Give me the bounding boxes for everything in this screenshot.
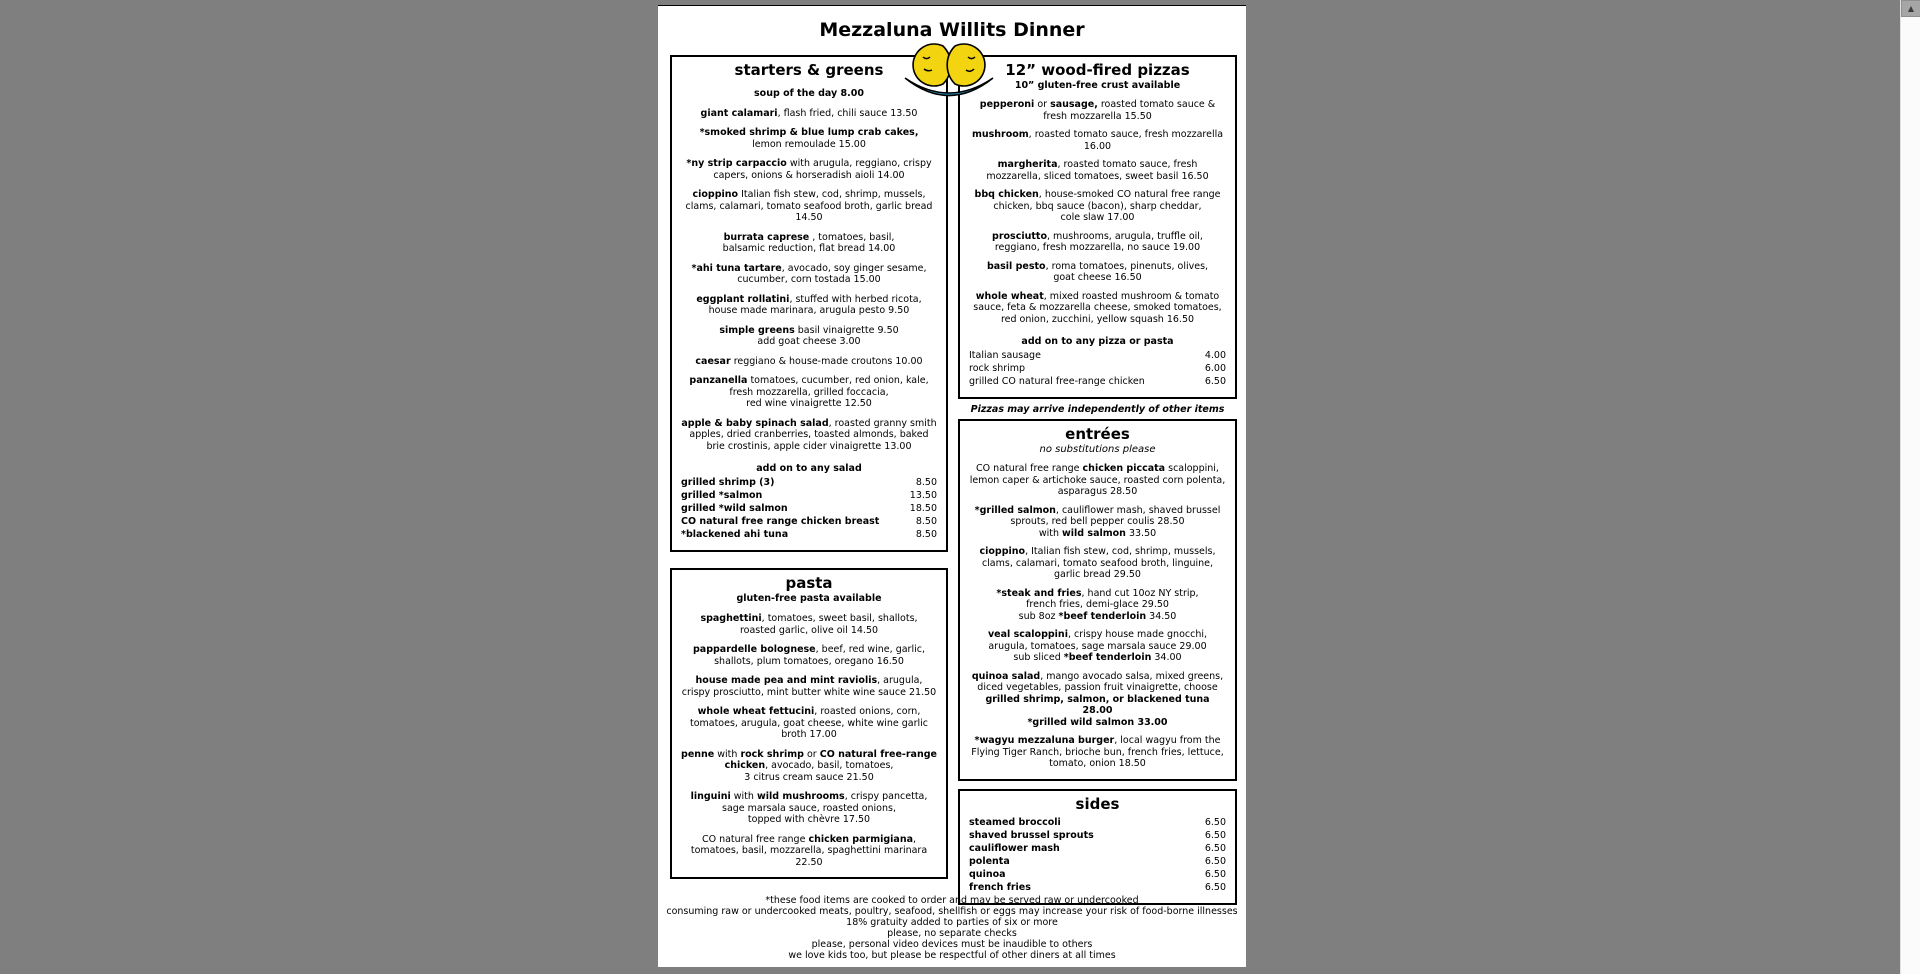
footer-line: we love kids too, but please be respectful of other diners at all times xyxy=(788,950,1116,961)
price-row: *blackened ahi tuna 8.50 xyxy=(681,529,937,540)
mezzaluna-logo-icon xyxy=(896,41,1002,107)
price-row: polenta 6.50 xyxy=(969,855,1226,867)
footer-line: consuming raw or undercooked meats, poultry, seafood, shellfish or eggs may increase your risk of food-borne illnesses xyxy=(666,906,1238,917)
entrees-title: entrées xyxy=(1065,425,1130,443)
scrollbar[interactable] xyxy=(1900,0,1920,974)
menu-item: CO natural free range chicken parmigiana, tomatoes, basil, mozzarella, spaghettini marinara 22.50 xyxy=(690,833,928,868)
price-row: steamed broccoli 6.50 xyxy=(969,816,1226,828)
menu-item: veal scaloppini, crispy house made gnocchi, arugula, tomatoes, sage marsala sauce 29.00 sub sliced *beef tenderloin 34.00 xyxy=(987,629,1208,663)
price-row: CO natural free range chicken breast 8.50 xyxy=(681,516,937,527)
mezzaluna-moons-logo xyxy=(896,41,1002,107)
sides-title: sides xyxy=(1075,794,1120,813)
starters-section xyxy=(670,55,948,552)
menu-item: *steak and fries, hand cut 10oz NY strip, french fries, demi-glace 29.50 sub 8oz *beef tenderloin 34.50 xyxy=(996,587,1199,622)
footer-line: please, no separate checks xyxy=(887,928,1017,939)
starters-title: starters & greens xyxy=(734,61,884,79)
pasta-items xyxy=(681,613,937,868)
menu-item: spaghettini, tomatoes, sweet basil, shallots, roasted garlic, olive oil 14.50 xyxy=(700,613,918,636)
pizza-addon-rows xyxy=(969,349,1226,388)
menu-item: whole wheat, mixed roasted mushroom & tomato sauce, feta & mozzarella cheese, smoked tomatoes, red onion, zucchini, yellow squash 16.50 xyxy=(973,290,1222,325)
price-row: grilled CO natural free-range chicken 6.50 xyxy=(969,376,1226,387)
scroll-up-icon: ▲ xyxy=(1907,4,1915,13)
menu-item: *ahi tuna tartare, avocado, soy ginger sesame, cucumber, corn tostada 15.00 xyxy=(691,262,927,285)
menu-item: pappardelle bolognese, beef, red wine, garlic, shallots, plum tomatoes, oregano 16.50 xyxy=(693,644,925,667)
salad-addon-title: add on to any salad xyxy=(756,463,862,474)
sides-section xyxy=(958,789,1237,905)
menu-item: quinoa salad, mango avocado salsa, mixed greens, diced vegetables, passion fruit vinaigrette, choose grilled shrimp, salmon, or blackened tuna 28.00 *grilled wild salmon 33.00 xyxy=(971,670,1224,728)
scroll-up-button[interactable] xyxy=(1901,0,1920,17)
menu-item: soup of the day 8.00 xyxy=(754,88,864,99)
menu-item: cioppino, Italian fish stew, cod, shrimp, mussels, clams, calamari, tomato seafood broth, linguine, garlic bread 29.50 xyxy=(979,546,1216,580)
price-row: cauliflower mash 6.50 xyxy=(969,842,1226,854)
pizza-arrival-note: Pizzas may arrive independently of other items xyxy=(970,404,1225,415)
page-title: Mezzaluna Willits Dinner xyxy=(819,19,1085,41)
menu-item: giant calamari, flash fried, chili sauce 13.50 xyxy=(700,107,918,119)
menu-item: apple & baby spinach salad, roasted granny smith apples, dried cranberries, toasted almonds, baked brie crostinis, apple cider vinaigrette 13.00 xyxy=(681,417,937,452)
menu-item: caesar reggiano & house-made croutons 10.00 xyxy=(695,355,923,367)
price-row: Italian sausage 4.00 xyxy=(969,350,1226,361)
price-row: shaved brussel sprouts 6.50 xyxy=(969,829,1226,841)
menu-item: basil pesto, roma tomatoes, pinenuts, olives, goat cheese 16.50 xyxy=(986,260,1209,283)
menu-item: margherita, roasted tomato sauce, fresh mozzarella, sliced tomatoes, sweet basil 16.50 xyxy=(986,159,1209,182)
pizza-addon-title: add on to any pizza or pasta xyxy=(1021,336,1174,347)
price-row: grilled *salmon 13.50 xyxy=(681,490,937,501)
menu-item: pepperoni or sausage, roasted tomato sauce & fresh mozzarella 15.50 xyxy=(979,99,1216,122)
menu-page xyxy=(658,5,1246,967)
menu-item: simple greens basil vinaigrette 9.50 add goat cheese 3.00 xyxy=(719,324,899,347)
menu-item: linguini with wild mushrooms, crispy pancetta, sage marsala sauce, roasted onions, topped with chèvre 17.50 xyxy=(690,791,928,825)
pizzas-subtitle: 10” gluten-free crust available xyxy=(1014,80,1181,91)
menu-item: prosciutto, mushrooms, arugula, truffle oil, reggiano, fresh mozzarella, no sauce 19.00 xyxy=(992,230,1203,253)
footer-line: 18% gratuity added to parties of six or more xyxy=(846,917,1058,928)
entrees-section xyxy=(958,419,1237,781)
pasta-subtitle: gluten-free pasta available xyxy=(736,593,882,604)
menu-item: CO natural free range chicken piccata scaloppini, lemon caper & artichoke sauce, roasted corn polenta, asparagus 28.50 xyxy=(969,463,1226,497)
pizzas-items xyxy=(969,99,1226,325)
menu-item: burrata caprese , tomatoes, basil, balsamic reduction, flat bread 14.00 xyxy=(722,231,896,254)
price-row: quinoa 6.50 xyxy=(969,868,1226,880)
pizzas-title: 12” wood-fired pizzas xyxy=(1005,61,1190,79)
price-row: rock shrimp 6.00 xyxy=(969,363,1226,374)
starters-items xyxy=(681,88,937,452)
footer-line: please, personal video devices must be inaudible to others xyxy=(811,939,1093,950)
menu-item: *ny strip carpaccio with arugula, reggiano, crispy capers, onions & horseradish aioli 14.00 xyxy=(686,158,932,181)
menu-item: *smoked shrimp & blue lump crab cakes, lemon remoulade 15.00 xyxy=(699,127,919,150)
entrees-items xyxy=(969,463,1226,770)
menu-item: house made pea and mint raviolis, arugula, crispy prosciutto, mint butter white wine sauce 21.50 xyxy=(681,675,937,698)
price-row: french fries 6.50 xyxy=(969,881,1226,893)
pasta-title: pasta xyxy=(785,574,833,592)
price-row: grilled shrimp (3) 8.50 xyxy=(681,477,937,488)
price-row: grilled *wild salmon 18.50 xyxy=(681,503,937,514)
menu-item: bbq chicken, house-smoked CO natural free range chicken, bbq sauce (bacon), sharp cheddar, cole slaw 17.00 xyxy=(974,189,1221,223)
salad-addon-rows xyxy=(681,476,937,541)
entrees-subtitle: no substitutions please xyxy=(1039,444,1156,455)
right-column xyxy=(958,55,1237,905)
menu-item: whole wheat fettucini, roasted onions, corn, tomatoes, arugula, goat cheese, white wine garlic broth 17.00 xyxy=(689,706,929,740)
menu-item: *wagyu mezzaluna burger, local wagyu from the Flying Tiger Ranch, brioche bun, french fries, lettuce, tomato, onion 18.50 xyxy=(971,735,1224,769)
left-column xyxy=(670,55,948,879)
pasta-section xyxy=(670,568,948,879)
menu-item: cioppino Italian fish stew, cod, shrimp, mussels, clams, calamari, tomato seafood broth, garlic bread 14.50 xyxy=(685,189,933,223)
menu-item: mushroom, roasted tomato sauce, fresh mozzarella 16.00 xyxy=(971,129,1224,152)
menu-item: eggplant rollatini, stuffed with herbed ricota, house made marinara, arugula pesto 9.50 xyxy=(696,293,922,316)
footer-line: *these food items are cooked to order and may be served raw or undercooked xyxy=(765,895,1139,906)
footer-notes xyxy=(658,895,1246,961)
sides-rows xyxy=(969,816,1226,894)
menu-item: penne with rock shrimp or CO natural free-range chicken, avocado, basil, tomatoes, 3 citrus cream sauce 21.50 xyxy=(681,748,937,783)
menu-item: panzanella tomatoes, cucumber, red onion, kale, fresh mozzarella, grilled foccacia, red wine vinaigrette 12.50 xyxy=(689,375,929,409)
menu-item: *grilled salmon, cauliflower mash, shaved brussel sprouts, red bell pepper coulis 28.50 with wild salmon 33.50 xyxy=(974,504,1221,539)
